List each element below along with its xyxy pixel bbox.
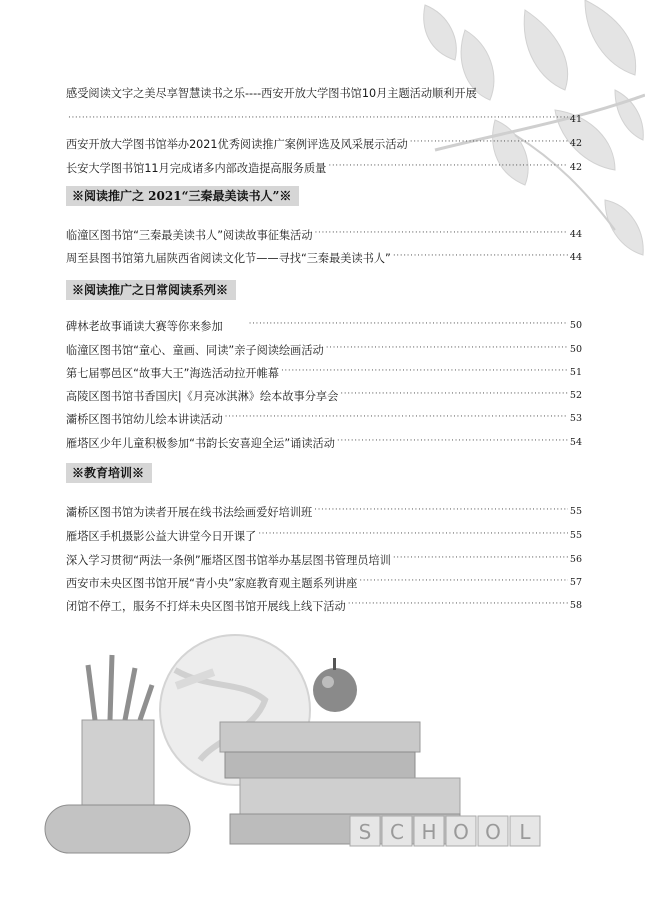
toc-entry-title: 西安开放大学图书馆举办2021优秀阅读推广案例评选及风采展示活动 xyxy=(66,138,408,151)
toc-page-number: 55 xyxy=(569,530,582,541)
toc-entry-title: 深入学习贯彻“两法一条例”雁塔区图书馆举办基层图书管理员培训 xyxy=(66,554,391,567)
block-letter: S xyxy=(358,820,372,844)
block-letter: L xyxy=(519,820,531,844)
dot-leader xyxy=(326,340,568,356)
toc-page-number: 42 xyxy=(569,162,582,173)
toc-entry[interactable] xyxy=(66,526,582,545)
dot-leader xyxy=(315,225,568,241)
toc-entry[interactable] xyxy=(66,596,582,615)
toc-entry-title[interactable]: 感受阅读文字之美尽享智慧读书之乐----西安开放大学图书馆10月主题活动顺利开展 xyxy=(66,87,477,100)
block-letter: C xyxy=(390,820,404,844)
dot-leader xyxy=(340,386,568,402)
toc-entry[interactable] xyxy=(66,363,582,382)
toc-page-number: 54 xyxy=(569,437,582,448)
toc-entry[interactable] xyxy=(66,158,582,177)
dot-leader xyxy=(348,596,568,612)
dot-leader xyxy=(337,433,568,449)
toc-page-number: 50 xyxy=(569,320,582,331)
toc-page-number: 41 xyxy=(569,114,582,125)
section-header: ※阅读推广之 2021“三秦最美读书人”※ xyxy=(66,186,299,206)
toc-entry[interactable] xyxy=(66,409,582,428)
toc-entry[interactable] xyxy=(66,225,582,244)
dot-leader xyxy=(258,526,568,542)
dot-leader xyxy=(225,409,568,425)
section-header: ※教育培训※ xyxy=(66,463,152,483)
toc-page-number: 44 xyxy=(569,229,582,240)
dot-leader xyxy=(393,248,568,264)
dot-leader xyxy=(359,573,568,589)
toc-page-number: 50 xyxy=(569,344,582,355)
toc-entry[interactable] xyxy=(66,340,582,359)
toc-entry[interactable] xyxy=(66,386,582,405)
toc-entry[interactable] xyxy=(66,550,582,569)
toc-page-number: 53 xyxy=(569,413,582,424)
toc-page-number: 56 xyxy=(569,554,582,565)
school-supplies-illustration xyxy=(0,630,645,900)
block-letter: O xyxy=(453,820,469,844)
dot-leader xyxy=(68,110,568,126)
toc-entry[interactable] xyxy=(66,316,582,335)
toc-entry-title: 灞桥区图书馆为读者开展在线书法绘画爱好培训班 xyxy=(66,506,313,519)
toc-entry-title: 高陵区图书馆书香国庆|《月亮冰淇淋》绘本故事分享会 xyxy=(66,390,339,403)
toc-entry-title: 碑林老故事诵读大赛等你来参加 xyxy=(66,320,223,333)
toc-entry-title: 雁塔区少年儿童积极参加“书韵长安喜迎全运”诵读活动 xyxy=(66,437,335,450)
section-header: ※阅读推广之日常阅读系列※ xyxy=(66,280,236,300)
toc-page-number: 42 xyxy=(569,138,582,149)
toc-entry-title: 临潼区图书馆“童心、童画、同读”亲子阅读绘画活动 xyxy=(66,344,324,357)
toc-entry-title: 第七届鄠邑区“故事大王”海选活动拉开帷幕 xyxy=(66,367,279,380)
toc-page-number: 58 xyxy=(569,600,582,611)
block-letter: H xyxy=(421,820,437,844)
toc-page-number: 57 xyxy=(569,577,582,588)
toc-entry-leader[interactable] xyxy=(66,110,582,129)
toc-entry-title: 长安大学图书馆11月完成诸多内部改造提高服务质量 xyxy=(66,162,327,175)
toc-entry[interactable] xyxy=(66,573,582,592)
toc-entry-title: 西安市未央区图书馆开展“青小央”家庭教育观主题系列讲座 xyxy=(66,577,358,590)
dot-leader xyxy=(393,550,568,566)
toc-entry[interactable] xyxy=(66,248,582,267)
dot-leader xyxy=(249,316,568,332)
toc-entry-title: 临潼区图书馆“三秦最美读书人”阅读故事征集活动 xyxy=(66,229,313,242)
toc-entry[interactable] xyxy=(66,433,582,452)
dot-leader xyxy=(410,134,568,150)
toc-page-number: 55 xyxy=(569,506,582,517)
toc-page-number: 44 xyxy=(569,252,582,263)
toc-entry[interactable] xyxy=(66,134,582,153)
toc-page-number: 52 xyxy=(569,390,582,401)
dot-leader xyxy=(314,502,568,518)
dot-leader xyxy=(281,363,568,379)
toc-entry-title: 周至县图书馆第九届陕西省阅读文化节——寻找“三秦最美读书人” xyxy=(66,252,391,265)
dot-leader xyxy=(328,158,568,174)
toc-entry[interactable] xyxy=(66,502,582,521)
toc-page-number: 51 xyxy=(569,367,582,378)
toc-entry-title: 灞桥区图书馆幼儿绘本讲读活动 xyxy=(66,413,223,426)
toc-entry-title: 闭馆不停工，服务不打烊未央区图书馆开展线上线下活动 xyxy=(66,600,346,613)
toc-entry-title: 雁塔区手机摄影公益大讲堂今日开课了 xyxy=(66,530,257,543)
block-letter: O xyxy=(485,820,501,844)
